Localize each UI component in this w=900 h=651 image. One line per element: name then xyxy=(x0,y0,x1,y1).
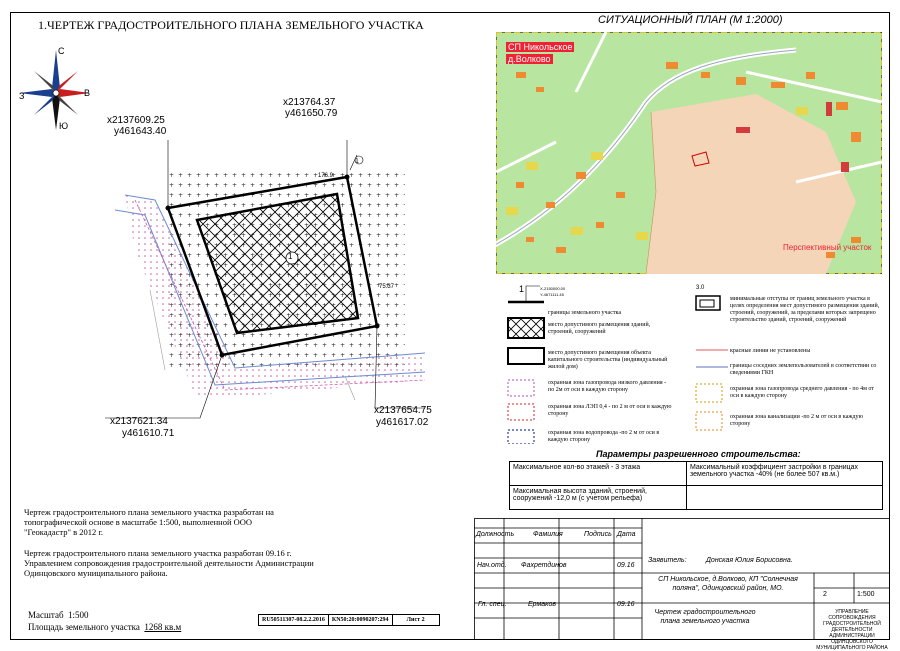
legend-swatches-left xyxy=(506,284,546,444)
legend-item-building-area: место допустимого размещения зданий, строений, сооружений xyxy=(548,322,651,335)
stamp-header-position: Должность xyxy=(476,531,515,538)
coord-ne-y: y461650.79 xyxy=(285,108,338,119)
note-developer: Чертеж градостроительного плана земельного участка разработан 09.16 г. Управлением сопровождения градостроительной деятельности Администрации Одинцовского муниципального района. xyxy=(24,548,314,578)
plot-center-number: 1 xyxy=(288,252,293,261)
situation-label-village: д.Волково xyxy=(508,54,551,64)
area-row xyxy=(28,622,181,632)
code-cadastral: КN50:20:0090207:294 xyxy=(328,615,392,626)
legend-item-house-area: место допустимого размещения объекта капитального строительства (индивидуальный жилой дом) xyxy=(548,350,668,370)
compass-west: З xyxy=(19,91,25,101)
situation-plan-map xyxy=(496,32,882,274)
stamp-applicant-label: Заявитель: xyxy=(648,557,687,564)
stamp-sheet-number: 2 xyxy=(823,591,827,598)
coord-se-y: y461617.02 xyxy=(376,417,429,428)
legend-item-red-lines: красные линии не установлены xyxy=(730,348,811,354)
stamp-row2-role: Гл. спец. xyxy=(478,601,507,608)
stamp-header-surname: Фамилия xyxy=(533,531,563,538)
stamp-row1-date: 09.16 xyxy=(617,562,635,569)
coord-sw-y: y461610.71 xyxy=(122,428,175,439)
legend-swatches-right xyxy=(694,284,728,434)
legend-sample-one: 1 xyxy=(519,284,525,294)
scale-label: Масштаб xyxy=(28,610,64,620)
plot-point-number: 1 xyxy=(355,158,359,165)
stamp-header-date: Дата xyxy=(617,531,636,538)
coord-nw-y: y461643.40 xyxy=(114,126,167,137)
coord-nw-x: x2137609.25 xyxy=(107,115,165,126)
params-table xyxy=(509,461,883,510)
stamp-drawing-name: Чертеж градостроительного плана земельного участка xyxy=(654,609,756,625)
legend-item-gas-low: охранная зона газопровода низкого давления - по 2м от оси в каждую сторону xyxy=(548,380,667,393)
legend-sample-three: 3.0 xyxy=(696,285,705,291)
params-title: Параметры разрешенного строительства: xyxy=(596,449,801,459)
note-topographic: Чертеж градостроительного плана земельного участка разработан на топографической основе в масштабе 1:500, выполненной ООО "Геокадастр" в 2012 г. xyxy=(24,507,274,537)
params-coverage: Максимальный коэффициент застройки в границах земельного участка -40% (не более 507 кв.м.) xyxy=(687,462,883,486)
legend-coord-sample-y: Y-4671111.45 xyxy=(540,292,564,297)
situation-plan-title: СИТУАЦИОННЫЙ ПЛАН (М 1:2000) xyxy=(598,14,783,26)
stamp-row2-date: 09.16 xyxy=(617,601,635,608)
scale-row xyxy=(28,610,89,620)
stamp-row1-role: Нач.отд. xyxy=(477,562,507,569)
stamp-row1-name: Фахретдинов xyxy=(521,562,567,569)
page-title: 1.ЧЕРТЕЖ ГРАДОСТРОИТЕЛЬНОГО ПЛАНА ЗЕМЕЛЬНОГО УЧАСТКА xyxy=(38,18,424,32)
stamp-row2-name: Ермаков xyxy=(528,601,557,608)
compass-south: Ю xyxy=(59,121,69,131)
legend-coord-sample-x: X-2150000.00 xyxy=(540,286,566,291)
code-gpzu: RU50511307-08.2.2.2016 xyxy=(259,615,329,626)
compass-rose-icon xyxy=(14,45,94,135)
stamp-location: СП Никольское, д.Волково, КП "Солнечная поляна", Одинцовский район, МО. xyxy=(658,576,798,592)
bottom-codes xyxy=(258,614,440,626)
stamp-applicant-name: Донская Юлия Борисовна. xyxy=(706,557,793,564)
legend-item-boundary: границы земельного участка xyxy=(548,310,621,316)
legend-item-setbacks: минимальные отступы от границ земельного участка в целях определения мест допустимого размещения зданий, строений, сооружений, за пределами которых запрещено строительство зданий, строений, сооружений xyxy=(730,296,880,323)
situation-label-prospective: Перспективный участок xyxy=(783,243,872,252)
coord-ne-x: x213764.37 xyxy=(283,97,336,108)
legend-item-power-line: охранная зона ЛЭП 0,4 - по 2 м от оси в каждую сторону xyxy=(548,404,672,417)
compass-north: С xyxy=(58,46,65,56)
params-floors: Максимальное кол-во этажей - 3 этажа xyxy=(510,462,687,486)
stamp-scale: 1:500 xyxy=(857,591,875,598)
coord-sw-x: x2137621.34 xyxy=(110,416,168,427)
area-label: Площадь земельного участка xyxy=(28,622,140,632)
plot-elevation-top: 176.9 xyxy=(318,173,334,179)
plot-drawing xyxy=(95,140,425,420)
compass-east: В xyxy=(84,88,91,98)
plot-dimension-right: 75.37 xyxy=(379,284,395,290)
legend-item-gas-medium: охранная зона газопровода среднего давления - по 4м от оси в каждую сторону xyxy=(730,386,874,399)
params-height: Максимальная высота зданий, строений, сооружений -12,0 м (с учетом рельефа) xyxy=(510,486,687,510)
situation-label-settlement: СП Никольское xyxy=(508,42,573,52)
code-sheet: Лист 2 xyxy=(392,615,439,626)
legend-item-sewer: охранная зона канализации -по 2 м от оси в каждую сторону xyxy=(730,414,863,427)
area-value: 1268 кв.м xyxy=(144,622,182,632)
coord-se-x: x2137654.75 xyxy=(374,405,432,416)
legend-item-neighbors: границы соседних землепользователей в соответствии со сведениями ГКН xyxy=(730,363,877,376)
stamp-header-signature: Подпись xyxy=(584,531,612,538)
legend-item-water: охранная зона водопровода -по 2 м от оси в каждую сторону xyxy=(548,430,660,443)
stamp-organization: УПРАВЛЕНИЕ СОПРОВОЖДЕНИЯ ГРАДОСТРОИТЕЛЬНОЙ ДЕЯТЕЛЬНОСТИ АДМИНИСТРАЦИИ ОДИНЦОВСКОГО МУНИЦИПАЛЬНОГО РАЙОНА xyxy=(816,609,888,651)
scale-value: 1:500 xyxy=(68,610,89,620)
